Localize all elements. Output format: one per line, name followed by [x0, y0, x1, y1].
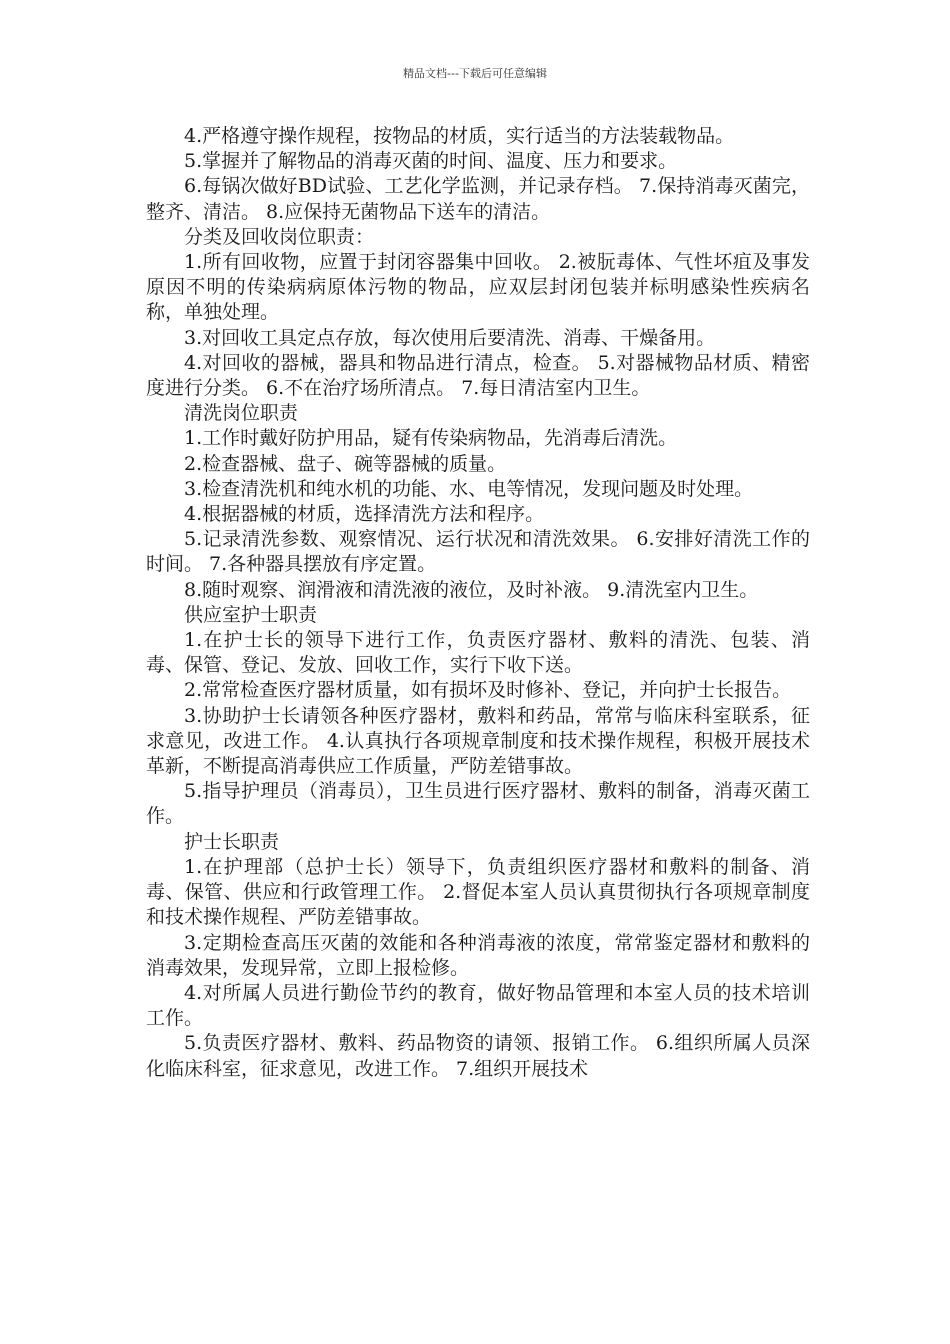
paragraph: 3.定期检查高压灭菌的效能和各种消毒液的浓度，常常鉴定器材和敷料的消毒效果，发现异常，立即上报检修。 — [146, 931, 810, 979]
paragraph: 2.常常检查医疗器材质量，如有损坏及时修补、登记，并向护士长报告。 — [184, 679, 792, 702]
section-heading-supply-nurse: 供应室护士职责 — [184, 603, 318, 626]
paragraph: 1.在护士长的领导下进行工作，负责医疗器材、敷料的清洗、包装、消毒、保管、登记、发放、回收工作，实行下收下送。 — [146, 629, 810, 677]
paragraph: 3.对回收工具定点存放，每次使用后要清洗、消毒、干燥备用。 — [184, 326, 716, 349]
paragraph: 1.在护理部（总护士长）领导下，负责组织医疗器材和敷料的制备、消毒、保管、供应和行政管理工作。 2.督促本室人员认真贯彻执行各项规章制度和技术操作规程、严防差错事故。 — [146, 855, 810, 929]
paragraph: 6.每锅次做好BD试验、工艺化学监测，并记录存档。 7.保持消毒灭菌完，整齐、清洁。 8.应保持无菌物品下送车的清洁。 — [146, 175, 810, 223]
paragraph: 2.检查器械、盘子、碗等器械的质量。 — [184, 452, 507, 475]
paragraph: 1.工作时戴好防护用品，疑有传染病物品，先消毒后清洗。 — [184, 427, 678, 450]
paragraph: 4.对所属人员进行勤俭节约的教育，做好物品管理和本室人员的技术培训工作。 — [146, 981, 810, 1030]
page-header: 精品文档---下载后可任意编辑 — [403, 67, 547, 80]
paragraph: 4.对回收的器械，器具和物品进行清点，检查。 5.对器械物品材质、精密度进行分类。 6.不在治疗场所清点。 7.每日清洁室内卫生。 — [146, 351, 810, 400]
section-heading-head-nurse: 护士长职责 — [184, 830, 280, 853]
paragraph: 5.负责医疗器材、敷料、药品物资的请领、报销工作。 6.组织所属人员深化临床科室，征求意见，改进工作。 7.组织开展技术 — [146, 1032, 810, 1080]
paragraph: 3.协助护士长请领各种医疗器材，敷料和药品，常常与临床科室联系，征求意见，改进工作。 4.认真执行各项规章制度和技术操作规程，积极开展技术革新，不断提高消毒供应工作质量，严防差错事故。 — [146, 704, 810, 778]
paragraph: 3.检查清洗机和纯水机的功能、水、电等情况，发现问题及时处理。 — [184, 477, 754, 500]
paragraph: 5.记录清洗参数、观察情况、运行状况和清洗效果。 6.安排好清洗工作的时间。 7.各种器具摆放有序定置。 — [146, 528, 810, 576]
section-heading-cleaning: 清洗岗位职责 — [184, 402, 299, 425]
paragraph: 8.随时观察、润滑液和清洗液的液位，及时补液。 9.清洗室内卫生。 — [184, 578, 759, 601]
paragraph: 1.所有回收物，应置于封闭容器集中回收。 2.被朊毒体、气性坏疽及事发原因不明的传染病病原体污物的物品，应双层封闭包装并标明感染性疾病名称，单独处理。 — [146, 251, 810, 324]
paragraph: 4.严格遵守操作规程，按物品的材质，实行适当的方法装载物品。 — [184, 125, 735, 147]
paragraph: 4.根据器械的材质，选择清洗方法和程序。 — [184, 503, 545, 526]
section-heading-sorting-recovery: 分类及回收岗位职责： — [184, 225, 375, 248]
paragraph: 5.指导护理员（消毒员），卫生员进行医疗器材、敷料的制备，消毒灭菌工作。 — [146, 780, 810, 828]
document-body — [146, 124, 810, 1082]
paragraph: 5.掌握并了解物品的消毒灭菌的时间、温度、压力和要求。 — [184, 150, 678, 173]
